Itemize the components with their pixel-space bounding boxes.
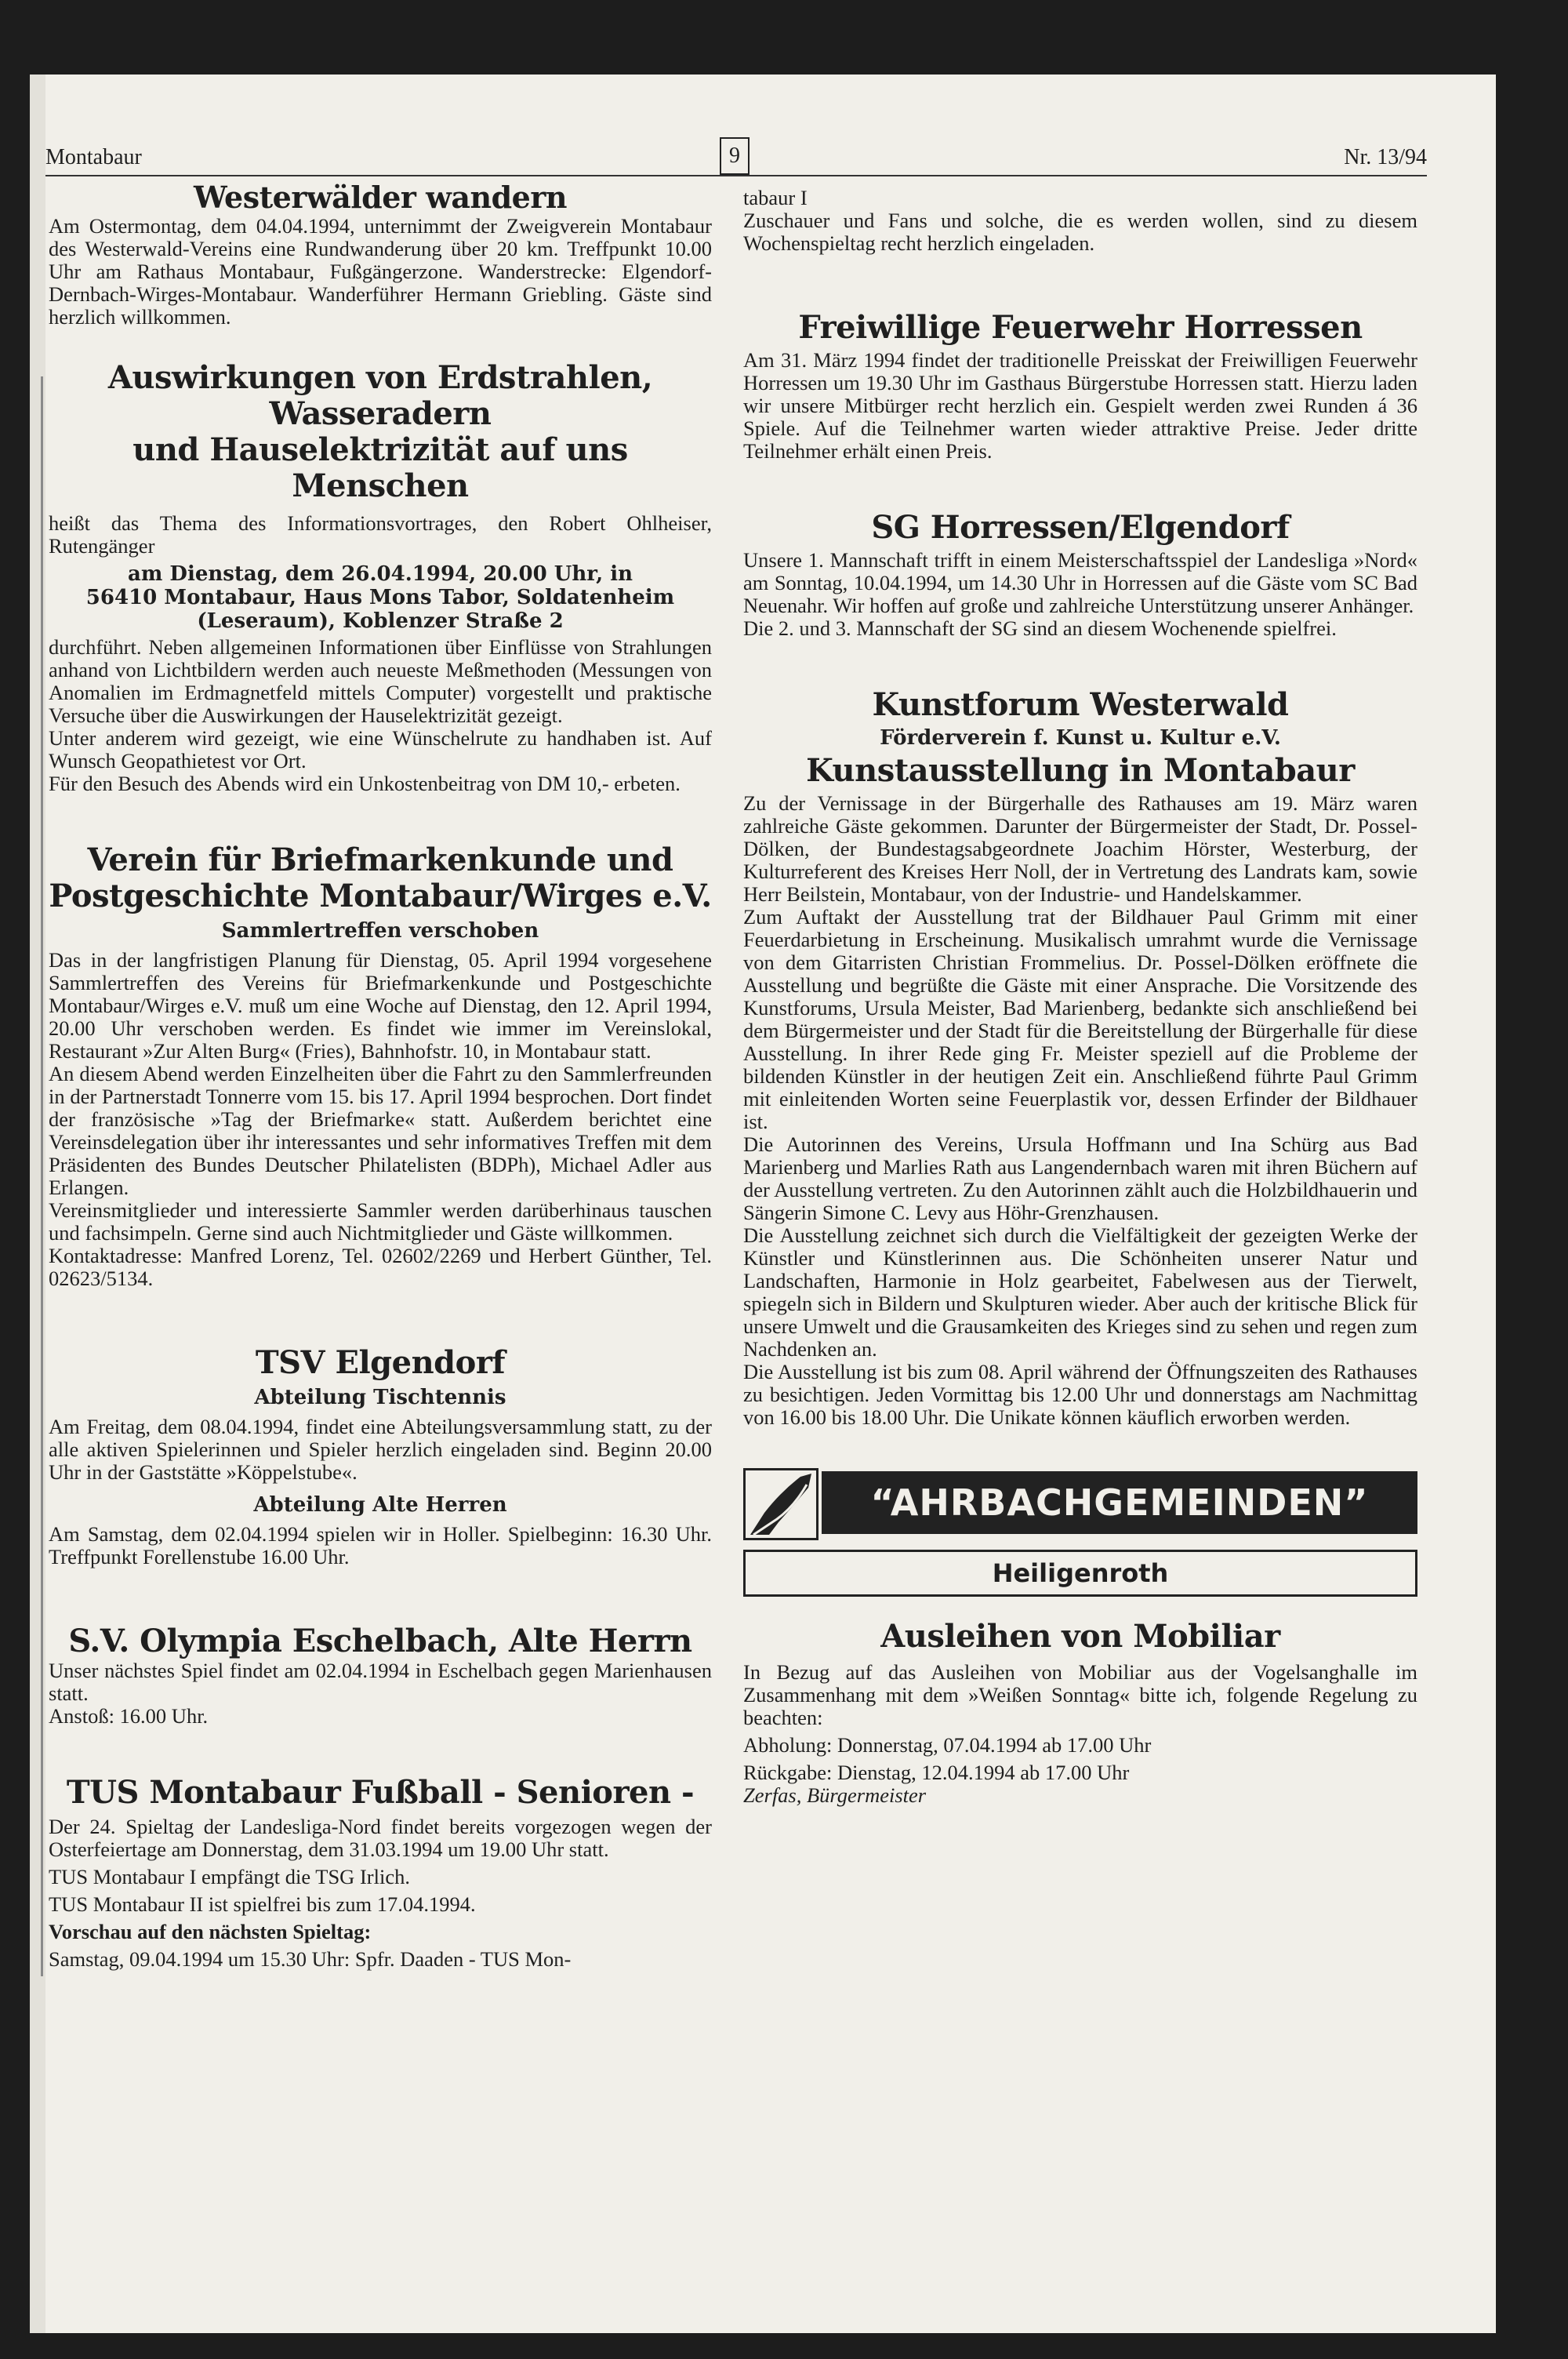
column-margin-line xyxy=(41,376,43,1976)
article-text: Vereinsmitglieder und interessierte Sammler werden darüberhinaus tauschen und fachsimpeln. Gerne sind auch Nichtmitglieder und Gäste willkommen. xyxy=(49,1198,712,1245)
article-feuerwehr xyxy=(743,310,1417,463)
return-date: Rückgabe: Dienstag, 12.04.1994 ab 17.00 Uhr xyxy=(743,1761,1130,1784)
article-briefmarken xyxy=(49,842,712,1290)
article-text: Zum Auftakt der Ausstellung trat der Bildhauer Paul Grimm mit einer Feuerdarbietung in Erscheinung. Musikalisch umrahmt wurde die Vernissage von dem Gitarristen Christian Frommelius. Dr. Possel-Dölken eröffnete die Ausstellung und begrüßte die Gäste mit einer Ansprache. Die Vorsitzende des Kunstforums, Ursula Meister, Bad Marienberg, bedankte sich anschließend bei dem Bürgermeister und der Stadt für die Bereitstellung der Bürgerhalle für diese Ausstellung. In ihrer Rede ging Fr. Meister speziell auf die Probleme der bildenden Künstler in der heutigen Zeit ein. Anschließend führte Paul Grimm mit einleitenden Worten seine Feuerplastik vor, dessen Erfinder der Bildhauer ist. xyxy=(743,905,1417,1133)
article-text: Am Samstag, dem 02.04.1994 spielen wir in Holler. Spielbeginn: 16.30 Uhr. Treffpunkt Forellenstube 16.00 Uhr. xyxy=(49,1522,712,1568)
article-text: Für den Besuch des Abends wird ein Unkostenbeitrag von DM 10,- erbeten. xyxy=(49,772,681,795)
article-title-line-2: Postgeschichte Montabaur/Wirges e.V. xyxy=(49,878,712,914)
article-text: Die 2. und 3. Mannschaft der SG sind an diesem Wochenende spielfrei. xyxy=(743,616,1337,640)
section-banner xyxy=(743,1468,1417,1537)
article-text: TUS Montabaur I empfängt die TSG Irlich. xyxy=(49,1865,410,1888)
page-number: 9 xyxy=(720,137,750,175)
banner-title: “AHRBACHGEMEINDEN” xyxy=(822,1471,1417,1534)
article-text: Unter anderem wird gezeigt, wie eine Wünschelrute zu handhaben ist. Auf Wunsch Geopathietest vor Ort. xyxy=(49,726,712,772)
article-text: Vorschau auf den nächsten Spieltag: xyxy=(49,1920,372,1943)
article-text: Unser nächstes Spiel findet am 02.04.1994 in Eschelbach gegen Marienhausen statt. xyxy=(49,1659,712,1705)
article-title: Ausleihen von Mobiliar xyxy=(880,1618,1280,1655)
pickup-date: Abholung: Donnerstag, 07.04.1994 ab 17.00 Uhr xyxy=(743,1733,1152,1757)
article-title: Kunstforum Westerwald xyxy=(872,686,1289,723)
article-title: Freiwillige Feuerwehr Horressen xyxy=(798,309,1363,346)
left-column xyxy=(49,180,712,2018)
article-subtitle: Abteilung Alte Herren xyxy=(253,1493,507,1517)
article-text: Das in der langfristigen Planung für Dienstag, 05. April 1994 vorgesehene Sammlertreffen des Vereins für Briefmarkenkunde und Postgeschichte Montabaur/Wirges e.V. muß um eine Woche auf Dienstag, den 12. April 1994, 20.00 Uhr verschoben werden. Es findet wie immer im Vereinslokal, Restaurant »Zur Alten Burg« (Fries), Bahnhofstr. 10, in Montabaur statt. xyxy=(49,948,712,1063)
article-subtitle: Abteilung Tischtennis xyxy=(254,1386,506,1409)
article-text: Anstoß: 16.00 Uhr. xyxy=(49,1704,209,1728)
article-title-line-2: und Hauselektrizität auf uns Menschen xyxy=(132,431,628,504)
article-title: TUS Montabaur Fußball - Senioren - xyxy=(66,1774,695,1811)
article-text: In Bezug auf das Ausleihen von Mobiliar aus der Vogelsanghalle im Zusammenhang mit dem »Weißen Sonntag« bitte ich, folgende Regelung zu beachten: xyxy=(743,1660,1417,1729)
article-title-2: Kunstausstellung in Montabaur xyxy=(806,752,1355,789)
article-title-line-1: Verein für Briefmarkenkunde und xyxy=(87,841,673,878)
article-text: Am 31. März 1994 findet der traditionelle Preisskat der Freiwilligen Feuerwehr Horressen um 19.30 Uhr im Gasthaus Bürgerstube Horressen statt. Hierzu laden wir unsere Mitbürger recht herzlich ein. Gespielt werden zwei Runden á 36 Spiele. Auf die Teilnehmer warten wieder attraktive Preise. Jeder dritte Teilnehmer erhält einen Preis. xyxy=(743,348,1417,463)
banner-subtitle: Heiligenroth xyxy=(743,1550,1417,1597)
article-subtitle: Förderverein f. Kunst u. Kultur e.V. xyxy=(880,726,1281,750)
article-olympia-eschelbach xyxy=(49,1623,712,1728)
header-rule xyxy=(45,175,1427,176)
article-text: Samstag, 09.04.1994 um 15.30 Uhr: Spfr. Daaden - TUS Mon- xyxy=(49,1947,572,1971)
article-westerwaelder xyxy=(49,180,712,329)
page-header xyxy=(45,137,1427,176)
event-address-line: (Leseraum), Koblenzer Straße 2 xyxy=(197,609,564,633)
article-text: Kontaktadresse: Manfred Lorenz, Tel. 02602/2269 und Herbert Günther, Tel. 02623/5134. xyxy=(49,1244,712,1290)
article-text: Unsere 1. Mannschaft trifft in einem Meisterschaftsspiel der Landesliga »Nord« am Sonntag, 10.04.1994, um 14.30 Uhr in Horressen auf die Gäste vom SC Bad Neuenahr. Wir hoffen auf große und zahlreiche Unterstützung unserer Anhänger. xyxy=(743,548,1417,617)
article-title: S.V. Olympia Eschelbach, Alte Herrn xyxy=(68,1623,692,1659)
article-tsv-elgendorf xyxy=(49,1345,712,1568)
article-text: TUS Montabaur II ist spielfrei bis zum 17.04.1994. xyxy=(49,1892,476,1916)
article-text: Am Ostermontag, dem 04.04.1994, unternimmt der Zweigverein Montabaur des Westerwald-Vereins eine Rundwanderung über 20 km. Treffpunkt 10.00 Uhr am Rathaus Montabaur, Fußgängerzone. Wanderstrecke: Elgendorf-Dernbach-Wirges-Montabaur. Wanderführer Hermann Griebling. Gäste sind herzlich willkommen. xyxy=(49,214,712,329)
article-title: SG Horressen/Elgendorf xyxy=(871,509,1290,546)
right-column xyxy=(743,187,1417,1807)
article-title-line-1: Auswirkungen von Erdstrahlen, Wasseradern xyxy=(107,359,653,432)
article-title: TSV Elgendorf xyxy=(255,1344,506,1381)
event-date-line: am Dienstag, dem 26.04.1994, 20.00 Uhr, in xyxy=(127,562,633,586)
article-title: Westerwälder wandern xyxy=(193,180,568,215)
article-text: durchführt. Neben allgemeinen Informationen über Einflüsse von Strahlungen anhand von Lichtbildern werden auch neueste Meßmethoden (Messungen von Anomalien im Erdmagnetfeld mittels Computer) vorgestellt und praktische Versuche über die Auswirkungen der Hauselektrizität gezeigt. xyxy=(49,635,712,727)
article-subtitle: Sammlertreffen verschoben xyxy=(221,919,539,943)
article-text: Die Ausstellung zeichnet sich durch die Vielfältigkeit der gezeigten Werke der Künstler und Künstlerinnen aus. Die Schönheiten unserer Natur und Landschaften, Harmonie in Holz gearbeitet, Fabelwesen aus der Tierwelt, spiegeln sich in Bildern und Skulpturen wieder. Aber auch der kritische Blick für unsere Umwelt und die Grausamkeiten des Krieges sind zu sehen und regen zum Nachdenken an. xyxy=(743,1223,1417,1361)
article-text: tabaur I xyxy=(743,186,808,209)
article-sg-horressen xyxy=(743,510,1417,640)
article-text: Die Autorinnen des Vereins, Ursula Hoffmann und Ina Schürg aus Bad Marienberg und Marlies Rath aus Langendernbach waren mit ihren Büchern auf der Ausstellung vertreten. Zu den Autorinnen zählt auch die Holzbildhauerin und Sängerin Simone C. Levy aus Höhr-Grenzhausen. xyxy=(743,1132,1417,1224)
article-intro: heißt das Thema des Informationsvortrages, den Robert Ohlheiser, Rutengänger xyxy=(49,511,712,558)
article-text: Zuschauer und Fans und solche, die es werden wollen, sind zu diesem Wochenspieltag recht herzlich eingeladen. xyxy=(743,209,1417,255)
event-location-line: 56410 Montabaur, Haus Mons Tabor, Soldatenheim xyxy=(85,586,675,609)
article-tus-montabaur xyxy=(49,1775,712,1971)
article-kunstforum xyxy=(743,687,1417,1429)
signature: Zerfas, Bürgermeister xyxy=(743,1783,927,1807)
article-text: Zu der Vernissage in der Bürgerhalle des Rathauses am 19. März waren zahlreiche Gäste gekommen. Darunter der Bürgermeister der Stadt, Dr. Possel-Dölken, der Bundestagsabgeordnete Joachim Hörster, Westerburg, der Kulturreferent des Kreises Herr Noll, der in Vertretung des Landrats kam, sowie Herr Beilstein, Montabaur, von der Industrie- und Handelskammer. xyxy=(743,791,1417,906)
article-erdstrahlen xyxy=(49,360,712,795)
page-edge xyxy=(30,75,45,2333)
article-mobiliar xyxy=(743,1619,1417,1807)
article-text: An diesem Abend werden Einzelheiten über die Fahrt zu den Sammlerfreunden in der Partnerstadt Tonnerre vom 15. bis 17. April 1994 besprochen. Dort findet der französische »Tag der Briefmarke« statt. Außerdem berichtet eine Vereinsdelegation über ihr interessantes und sehr informatives Treffen mit dem Präsidenten des Bundes Deutscher Philatelisten (BDPh), Michael Adler aus Erlangen. xyxy=(49,1062,712,1199)
ahrbach-logo-icon xyxy=(743,1468,818,1540)
article-text: Der 24. Spieltag der Landesliga-Nord findet bereits vorgezogen wegen der Osterfeiertage am Donnerstag, dem 31.03.1994 um 19.00 Uhr statt. xyxy=(49,1815,712,1861)
article-continuation xyxy=(743,187,1417,255)
header-town: Montabaur xyxy=(45,145,142,169)
issue-number: Nr. 13/94 xyxy=(1344,145,1427,169)
article-text: Am Freitag, dem 08.04.1994, findet eine Abteilungsversammlung statt, zu der alle aktiven Spielerinnen und Spieler herzlich eingeladen sind. Beginn 20.00 Uhr in der Gaststätte »Köppelstube«. xyxy=(49,1415,712,1484)
article-text: Die Ausstellung ist bis zum 08. April während der Öffnungszeiten des Rathauses zu besichtigen. Jeden Vormittag bis 12.00 Uhr und donnerstags am Nachmittag von 16.00 bis 18.00 Uhr. Die Unikate können käuflich erworben werden. xyxy=(743,1360,1417,1429)
